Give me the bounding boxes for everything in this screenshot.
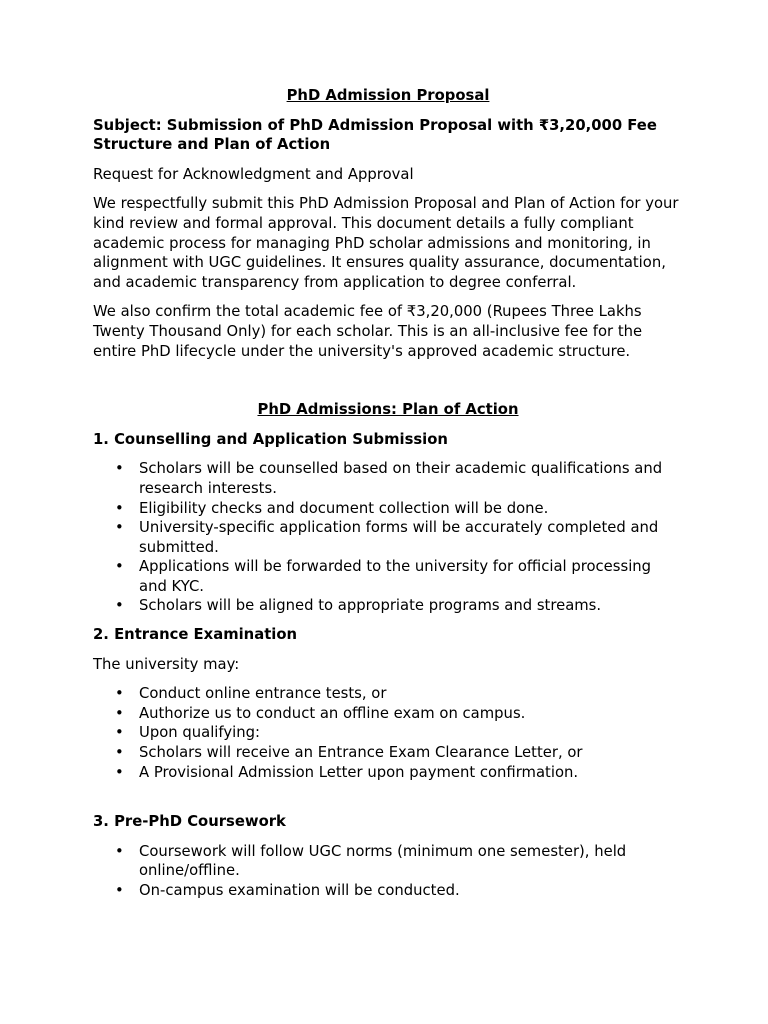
request-line: Request for Acknowledgment and Approval (93, 165, 414, 183)
list-item: • University-specific application forms will be accurately completed and submitted. (139, 518, 683, 557)
section-heading: 1. Counselling and Application Submission (93, 430, 448, 448)
bullet-list (93, 684, 683, 782)
list-item: • Scholars will receive an Entrance Exam Clearance Letter, or (139, 743, 683, 763)
document-page (93, 86, 683, 910)
list-item: • Coursework will follow UGC norms (minimum one semester), held online/offline. (139, 842, 683, 881)
list-item: • Conduct online entrance tests, or (139, 684, 683, 704)
plan-title: PhD Admissions: Plan of Action (257, 401, 519, 419)
intro-paragraph: We respectfully submit this PhD Admission Proposal and Plan of Action for your kind review and formal approval. This document details a fully compliant academic process for managing PhD scholar admissions and monitoring, in alignment with UGC guidelines. It ensures quality assurance, documentation, and academic transparency from application to degree conferral. (93, 195, 679, 291)
bullet-list (93, 459, 683, 616)
list-item: • Authorize us to conduct an offline exam on campus. (139, 704, 683, 724)
list-item: • Applications will be forwarded to the university for official processing and KYC. (139, 557, 683, 596)
section-heading: 2. Entrance Examination (93, 626, 298, 644)
list-item: • Scholars will be aligned to appropriate programs and streams. (139, 596, 683, 616)
list-item: • Eligibility checks and document collection will be done. (139, 499, 683, 519)
list-item: • Scholars will be counselled based on their academic qualifications and research interests. (139, 459, 683, 498)
fee-paragraph: We also confirm the total academic fee of ₹3,20,000 (Rupees Three Lakhs Twenty Thousand Only) for each scholar. This is an all-inclusive fee for the entire PhD lifecycle under the university's approved academic structure. (93, 303, 643, 360)
bullet-list (93, 842, 683, 901)
document-title: PhD Admission Proposal (286, 87, 490, 104)
section-intro: The university may: (93, 655, 240, 673)
subject-line: Subject: Submission of PhD Admission Proposal with ₹3,20,000 Fee Structure and Plan of Action (93, 116, 657, 154)
list-item: • On-campus examination will be conducted. (139, 881, 683, 901)
section-heading: 3. Pre-PhD Coursework (93, 813, 286, 831)
list-item: • Upon qualifying: (139, 723, 683, 743)
list-item: • A Provisional Admission Letter upon payment confirmation. (139, 763, 683, 783)
